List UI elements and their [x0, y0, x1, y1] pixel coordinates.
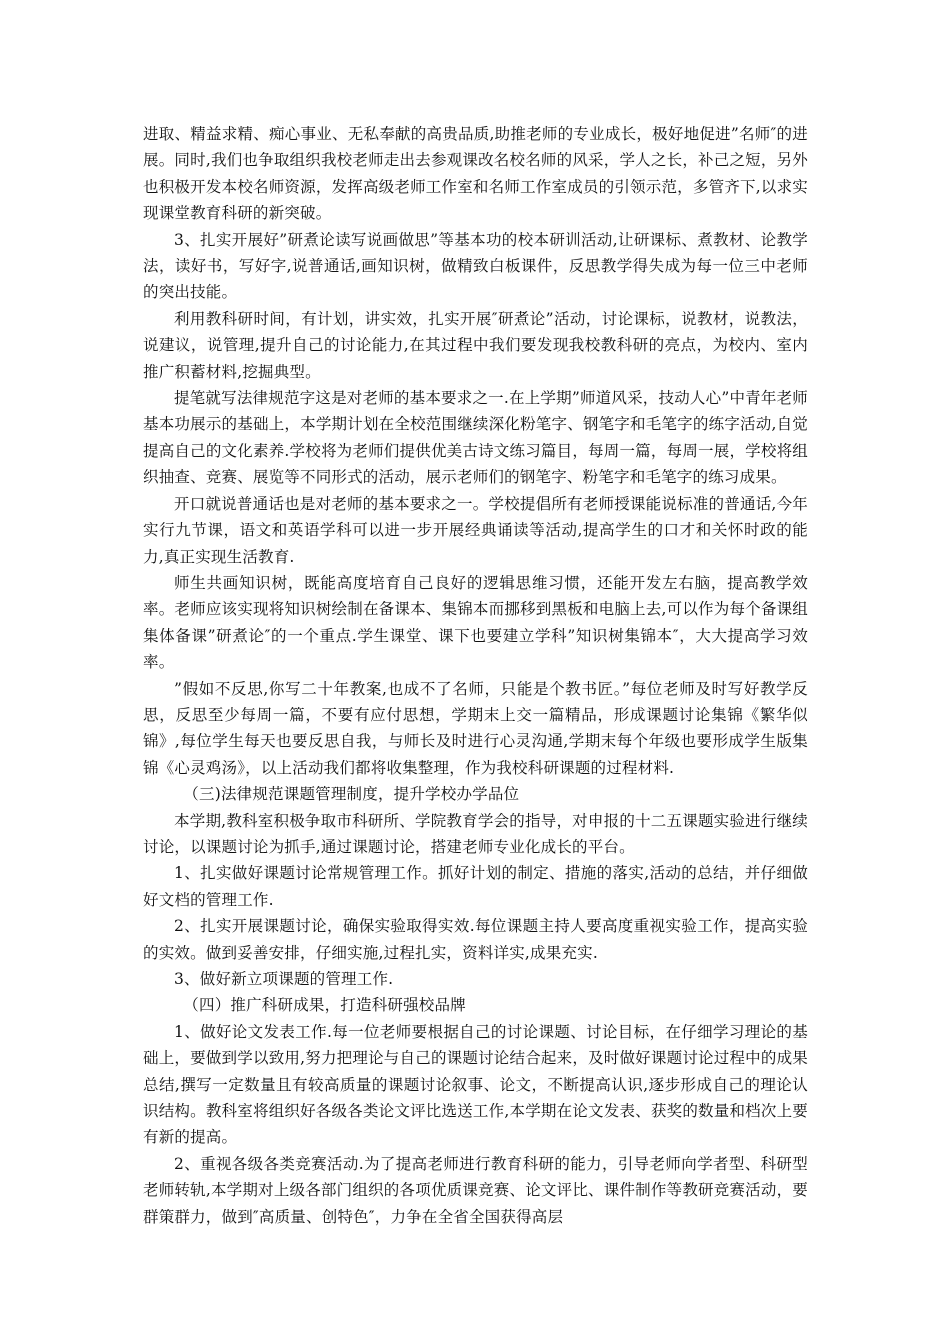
paragraph-new-projects: 3、做好新立项课题的管理工作.	[174, 970, 394, 988]
paragraph-competitions: 2、重视各级各类竞赛活动.为了提高老师进行教育科研的能力，引导老师向学者型、科研型老师转轨,本学期对上级各部门组织的各项优质课竞赛、论文评比、课件制作等教研竞赛活动，要群策群力，做到″高质量、创特色″，力争在全省全国获得高层	[143, 1154, 808, 1226]
paragraph-handwriting: 提笔就写法律规范字这是对老师的基本要求之一.在上学期”师道风采，技动人心”中青年老师基本功展示的基础上，本学期计划在全校范围继续深化粉笔字、钢笔字和毛笔字的练字活动,自觉提高自己的文化素养.学校将为老师们提供优美古诗文练习篇目，每周一篇，每周一展，学校将组织抽查、竞赛、展览等不同形式的活动，展示老师们的钢笔字、粉笔字和毛笔字的练习成果。	[143, 389, 808, 487]
paragraph-continuation: 进取、精益求精、痴心事业、无私奉献的高贵品质,助推老师的专业成长，极好地促进”名师″的进展。同时,我们也争取组织我校老师走出去参观课改名校名师的风采，学人之长，补己之短，另外也积极开发本校名师资源，发挥高级老师工作室和名师工作室成员的引领示范，多管齐下,以求实现课堂教育科研的新突破。	[143, 125, 808, 223]
section-heading-3: （三)法律规范课题管理制度，提升学校办学品位	[183, 785, 520, 804]
paragraph-item-3-training: 3、扎实开展好”研煮论读写说画做思”等基本功的校本研训活动,让研课标、煮教材、论教学法，读好书，写好字,说普通话,画知识树，做精致白板课件，反思教学得失成为每一位三中老师的突出技能。	[143, 230, 808, 302]
paragraph-mandarin: 开口就说普通话也是对老师的基本要求之一。学校提倡所有老师授课能说标准的普通话,今年实行九节课，语文和英语学科可以进一步开展经典诵读等活动,提高学生的口才和关怀时政的能力,真正实现生活教育.	[143, 494, 808, 566]
paragraph-research-time: 利用教科研时间，有计划，讲实效，扎实开展″研煮论”活动，讨论课标，说教材，说教法，说建议，说管理,提升自己的讨论能力,在其过程中我们要发现我校教科研的亮点，为校内、室内推广积蓄材料,挖掘典型。	[143, 309, 808, 381]
paragraph-semester-guidance: 本学期,教科室积极争取市科研所、学院教育学会的指导，对申报的十二五课题实验进行继续讨论，以课题讨论为抓手,通过课题讨论，搭建老师专业化成长的平台。	[143, 811, 808, 856]
section-heading-4: （四）推广科研成果，打造科研强校品牌	[183, 996, 466, 1015]
document-body	[143, 121, 808, 1230]
paragraph-research-effectiveness: 2、扎实开展课题讨论，确保实验取得实效.每位课题主持人要高度重视实验工作，提高实验的实效。做到妥善安排，仔细实施,过程扎实，资料详实,成果充实.	[143, 917, 808, 962]
paragraph-reflection: ”假如不反思,你写二十年教案,也成不了名师，只能是个教书匠。”每位老师及时写好教学反思，反思至少每周一篇，不要有应付思想，学期末上交一篇精品，形成课题讨论集锦《繁华似锦》,每位学生每天也要反思自我，与师长及时进行心灵沟通,学期末每个年级也要形成学生版集锦《心灵鸡汤》，以上活动我们都将收集整理，作为我校科研课题的过程材料.	[143, 679, 808, 777]
paragraph-knowledge-tree: 师生共画知识树，既能高度培育自己良好的逻辑思维习惯，还能开发左右脑，提高教学效率。老师应该实现将知识树绘制在备课本、集锦本而挪移到黑板和电脑上去,可以作为每个备课组集体备课”研煮论″的一个重点.学生课堂、课下也要建立学科”知识树集锦本″，大大提高学习效率。	[143, 573, 808, 672]
paragraph-routine-management: 1、扎实做好课题讨论常规管理工作。抓好计划的制定、措施的落实,活动的总结，并仔细做好文档的管理工作.	[143, 864, 808, 909]
paragraph-paper-publication: 1、做好论文发表工作.每一位老师要根据自己的讨论课题、讨论目标，在仔细学习理论的基础上，要做到学以致用,努力把理论与自己的课题讨论结合起来，及时做好课题讨论过程中的成果总结,撰写一定数量且有较高质量的课题讨论叙事、论文，不断提高认识,逐步形成自己的理论认识结构。教科室将组织好各级各类论文评比选送工作,本学期在论文发表、获奖的数量和档次上要有新的提高。	[143, 1022, 808, 1147]
